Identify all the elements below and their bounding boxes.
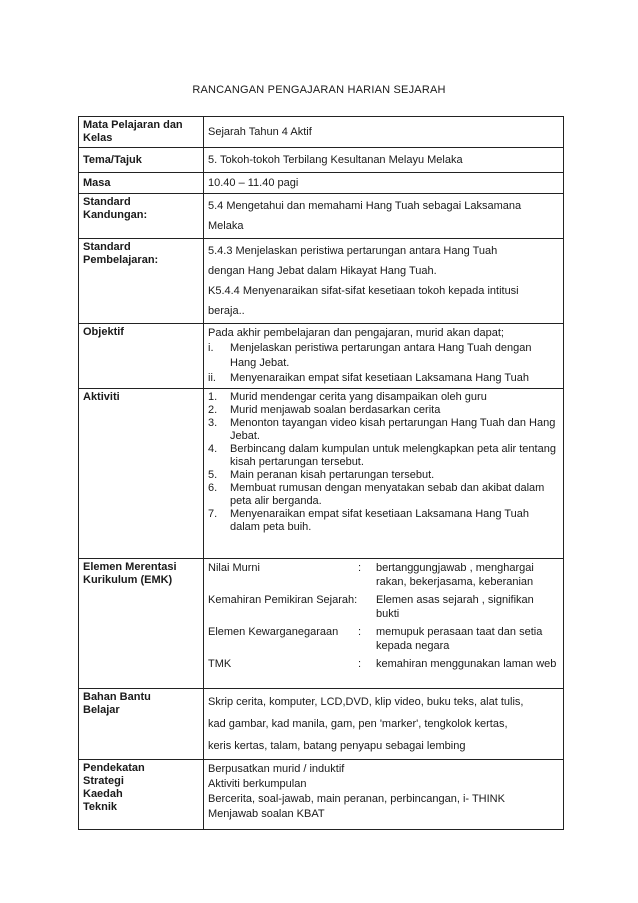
approach-line: Aktiviti berkumpulan bbox=[208, 778, 307, 790]
activity-item: 2. Murid menjawab soalan berdasarkan cerita bbox=[208, 404, 441, 416]
row-learning-standard bbox=[79, 239, 564, 324]
emk-key: Nilai Murni bbox=[208, 562, 260, 574]
emk-sep: : bbox=[358, 562, 362, 574]
value-time: 10.40 – 11.40 pagi bbox=[204, 173, 564, 194]
emk-value: memupuk perasaan taat dan setia kepada negara bbox=[376, 626, 543, 652]
learning-standard-line: K5.4.4 Menyenaraikan sifat-sifat kesetiaan tokoh kepada intitusi bbox=[208, 285, 519, 297]
materials-line: keris kertas, talam, batang penyapu sebagai lembing bbox=[208, 740, 466, 752]
approach-line: Bercerita, soal-jawab, main peranan, perbincangan, i- THINK bbox=[208, 793, 505, 805]
lesson-plan-table bbox=[78, 116, 564, 830]
page-title: RANCANGAN PENGAJARAN HARIAN SEJARAH bbox=[192, 84, 446, 96]
objective-item: ii. Menyenaraikan empat sifat kesetiaan Laksamana Hang Tuah bbox=[208, 372, 530, 384]
label-materials: Bahan Bantu Belajar bbox=[83, 691, 151, 716]
label-content-standard: Standard Kandungan: bbox=[83, 196, 148, 221]
label-emk: Elemen Merentasi Kurikulum (EMK) bbox=[83, 561, 177, 586]
row-objective bbox=[79, 324, 564, 389]
label-approach: Pendekatan Strategi Kaedah Teknik bbox=[83, 762, 145, 813]
row-theme bbox=[79, 148, 564, 173]
activity-item: 7. Menyenaraikan empat sifat kesetiaan Laksamana Hang Tuah dalam peta buih. bbox=[208, 508, 530, 533]
approach-line: Menjawab soalan KBAT bbox=[208, 808, 325, 820]
label-subject: Mata Pelajaran dan Kelas bbox=[83, 119, 183, 144]
emk-value: kemahiran menggunakan laman web bbox=[376, 658, 557, 670]
activity-item: 3. Menonton tayangan video kisah pertarungan Hang Tuah dan Hang Jebat. bbox=[208, 417, 556, 442]
emk-key: Kemahiran Pemikiran Sejarah: bbox=[208, 594, 358, 606]
approach-line: Berpusatkan murid / induktif bbox=[208, 763, 345, 775]
emk-sep bbox=[358, 593, 376, 621]
materials-line: Skrip cerita, komputer, LCD,DVD, klip video, buku teks, alat tulis, bbox=[208, 696, 524, 708]
emk-sep: : bbox=[358, 658, 362, 670]
objective-intro: Pada akhir pembelajaran dan pengajaran, murid akan dapat; bbox=[208, 327, 504, 339]
activity-item: 1. Murid mendengar cerita yang disampaikan oleh guru bbox=[208, 391, 487, 403]
value-subject: Sejarah Tahun 4 Aktif bbox=[204, 117, 564, 148]
emk-key: Elemen Kewarganegaraan bbox=[208, 626, 339, 638]
learning-standard-line: 5.4.3 Menjelaskan peristiwa pertarungan antara Hang Tuah bbox=[208, 245, 498, 257]
row-activity bbox=[79, 389, 564, 559]
row-time bbox=[79, 173, 564, 194]
objective-item: i. Menjelaskan peristiwa pertarungan antara Hang Tuah dengan Hang Jebat. bbox=[208, 342, 532, 369]
row-emk bbox=[79, 559, 564, 689]
label-activity: Aktiviti bbox=[83, 391, 120, 403]
emk-value: Elemen asas sejarah , signifikan bukti bbox=[376, 594, 534, 620]
learning-standard-line: beraja.. bbox=[208, 305, 245, 317]
emk-list bbox=[208, 561, 559, 675]
row-approach bbox=[79, 760, 564, 830]
row-subject bbox=[79, 117, 564, 148]
row-materials bbox=[79, 689, 564, 760]
emk-sep: : bbox=[358, 626, 362, 638]
label-time: Masa bbox=[83, 177, 111, 189]
value-theme: 5. Tokoh-tokoh Terbilang Kesultanan Melayu Melaka bbox=[204, 148, 564, 173]
activity-item: 4. Berbincang dalam kumpulan untuk melengkapkan peta alir tentang kisah pertarungan tersebut. bbox=[208, 443, 556, 468]
label-objective: Objektif bbox=[83, 326, 124, 338]
materials-line: kad gambar, kad manila, gam, pen 'marker', tengkolok kertas, bbox=[208, 718, 508, 730]
content-standard-line: 5.4 Mengetahui dan memahami Hang Tuah sebagai Laksamana bbox=[208, 200, 522, 212]
emk-value: bertanggungjawab , menghargai rakan, bekerjasama, keberanian bbox=[376, 562, 534, 588]
emk-key: TMK bbox=[208, 658, 232, 670]
label-theme: Tema/Tajuk bbox=[83, 154, 142, 166]
activity-item: 5. Main peranan kisah pertarungan tersebut. bbox=[208, 469, 435, 481]
label-learning-standard: Standard Pembelajaran: bbox=[83, 241, 159, 266]
learning-standard-line: dengan Hang Jebat dalam Hikayat Hang Tuah. bbox=[208, 265, 437, 277]
row-content-standard bbox=[79, 194, 564, 239]
content-standard-line: Melaka bbox=[208, 220, 244, 232]
activity-item: 6. Membuat rumusan dengan menyatakan sebab dan akibat dalam peta alir berganda. bbox=[208, 482, 545, 507]
